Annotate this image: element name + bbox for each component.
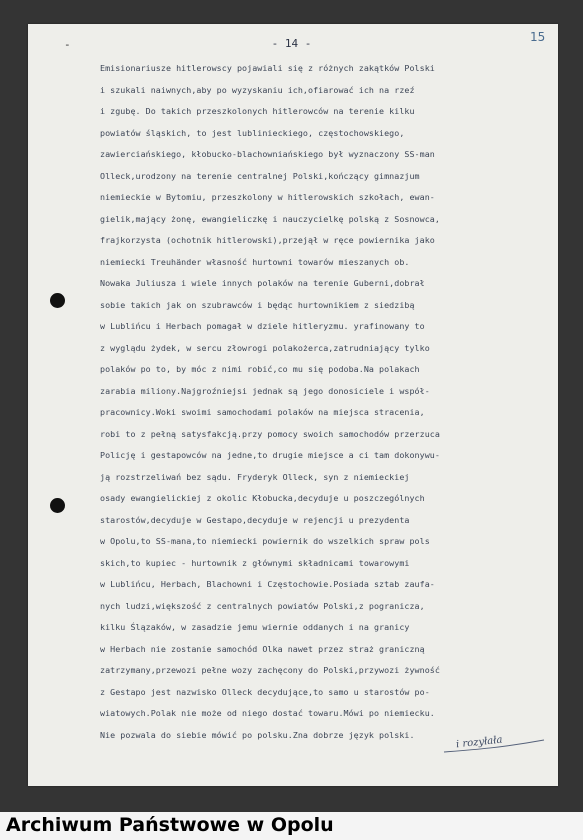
text-line: gielik,mający żonę, ewangieliczkę i nauczycielkę polską z Sosnowca, [100,213,440,224]
text-line: Emisionariusze hitlerowscy pojawiali się z różnych zakątków Polski [100,63,435,73]
punch-hole-upper [50,293,65,308]
text-line: sobie takich jak on szubrawców i będąc hurtownikiem z siedzibą [100,299,415,310]
punch-hole-lower [50,498,65,513]
archive-page-mark: 15 [530,30,546,44]
archive-name-label: Archiwum Państwowe w Opolu [6,814,334,836]
text-line: niemieckie w Bytomiu, przeszkolony w hitlerowskich szkołach, ewan- [100,192,435,202]
text-line: z Gestapo jest nazwisko Olleck decydujące,to samo u starostów po- [100,686,430,697]
text-line: ją rozstrzeliwań bez sądu. Fryderyk Olleck, syn z niemieckiej [100,471,410,482]
text-line: skich,to kupiec - hurtownik z głównymi składnicami towarowymi [100,557,410,568]
text-line: i szukali naiwnych,aby po wyzyskaniu ich,ofiarować ich na rzeź [100,84,415,95]
text-line: w Opolu,to SS-mana,to niemiecki powiernik do wszelkich spraw pols [100,536,430,546]
text-line: zawierciańskiego, kłobucko-blachowniańskiego był wyznaczony SS-man [100,149,435,159]
text-line: Olleck,urodzony na terenie centralnej Polski,kończący gimnazjum [100,170,420,181]
typed-text-body [100,58,548,746]
text-line: nych ludzi,większość z centralnych powiatów Polski,z pogranicza, [100,600,425,611]
text-line: w Herbach nie zostanie samochód Olka nawet przez straż graniczną [100,643,425,654]
text-line: wiatowych.Polak nie może od niego dostać towaru.Mówi po niemiecku. [100,708,435,718]
text-line: frajkorzysta (ochotnik hitlerowski),przejął w ręce powiernika jako [100,235,435,245]
text-line: robi to z pełną satysfakcją.przy pomocy swoich samochodów przerzuca [100,428,440,439]
text-line: osady ewangielickiej z okolic Kłobucka,decyduje u poszczególnych [100,493,425,503]
text-line: niemiecki Treuhänder własność hurtowni towarów mieszanych ob. [100,256,410,267]
text-line: powiatów śląskich, to jest lublinieckiego, częstochowskiego, [100,127,405,138]
page-number: - 14 - [271,37,312,50]
text-line: zarabia miliony.Najgroźniejsi jednak są jego donosiciele i współ- [100,385,430,396]
text-line: pracownicy.Woki swoimi samochodami polaków na miejsca stracenia, [100,407,425,417]
text-line: starostów,decyduje w Gestapo,decyduje w rejencji u prezydenta [100,514,410,525]
text-line: Nie pozwala do siebie mówić po polsku.Zna dobrze język polski. [100,729,415,740]
text-line: Policję i gestapowców na jedne,to drugie miejsce a ci tam dokonywu- [100,450,440,460]
header-dash: - [64,38,71,51]
text-line: z wyglądu żydek, w sercu złowrogi polakożerca,zatrudniający tylko [100,342,430,353]
text-line: zatrzymany,przewozi pełne wozy zachęcony do Polski,przywozi żywność [100,665,440,675]
text-line: kilku Ślązaków, w zasadzie jemu wiernie oddanych i na granicy [100,622,410,632]
archive-footer [0,812,583,840]
text-line: w Lublińcu i Herbach pomagał w dziele hitleryzmu. yrafinowany to [100,321,425,331]
handwritten-signature: i rozyłała [455,734,503,751]
text-line: i zgubę. Do takich przeszkolonych hitlerowców na terenie kilku [100,106,415,116]
text-line: Nowaka Juliusza i wiele innych polaków na terenie Guberni,dobrał [100,278,425,288]
text-line: w Lublińcu, Herbach, Blachowni i Częstochowie.Posiada sztab zaufa- [100,579,435,589]
text-line: polaków po to, by móc z nimi robić,co mu się podoba.Na polakach [100,364,420,374]
